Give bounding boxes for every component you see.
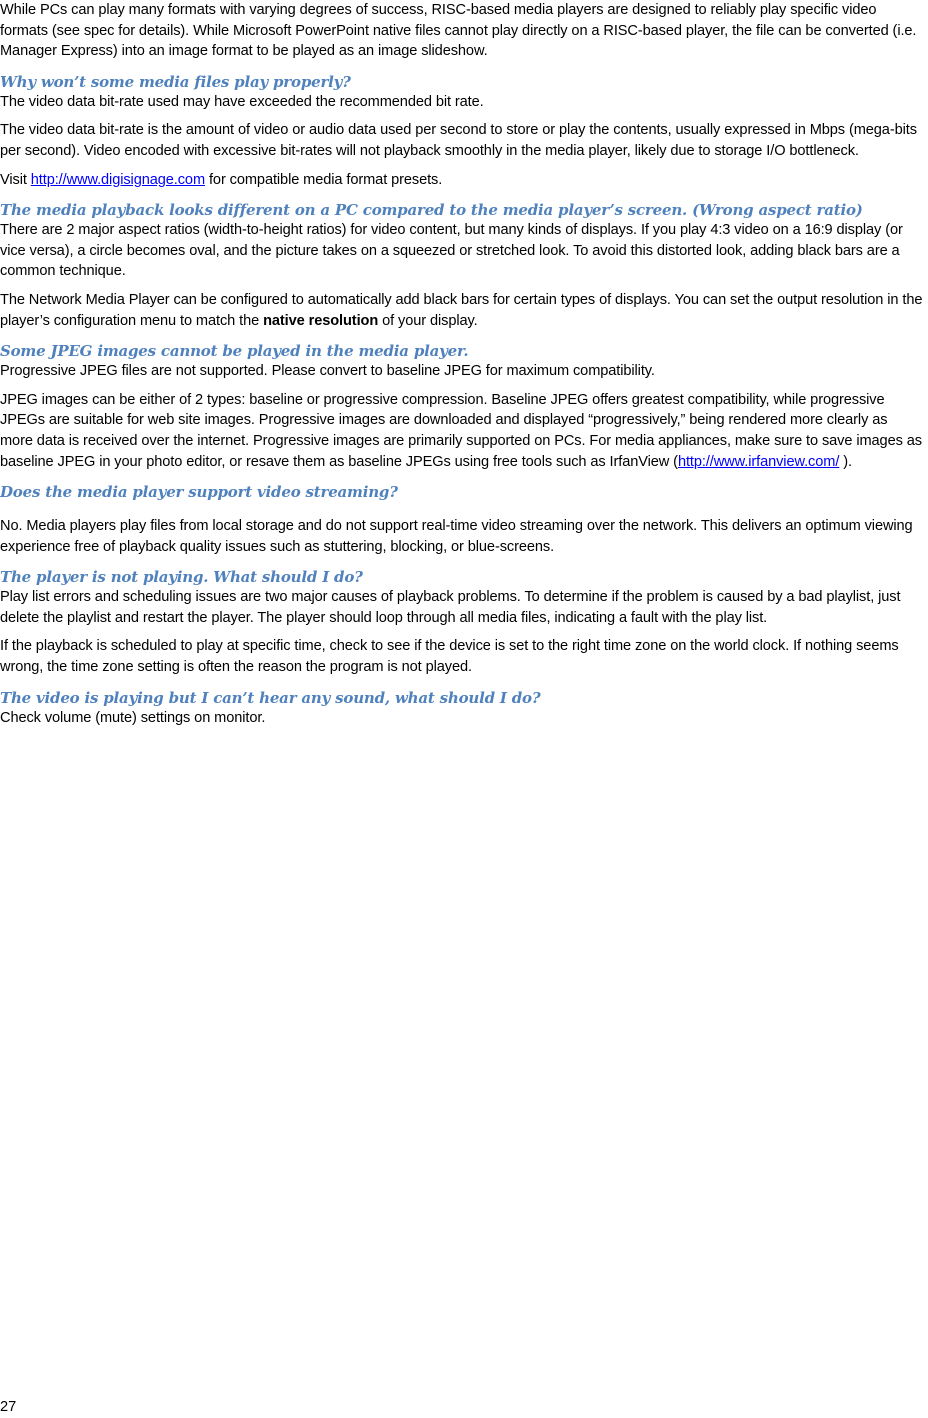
black-bars-prefix: The Network Media Player can be configured to automatically add black bars for certain types of displays. You can set the output resolution in the player’s configuration menu to match the	[0, 291, 923, 329]
jpeg-explanation	[0, 390, 924, 472]
faq-answer-bitrate: The video data bit-rate used may have exceeded the recommended bit rate.	[0, 93, 484, 110]
schedule-paragraph: If the playback is scheduled to play at specific time, check to see if the device is set to the right time zone on the world clock. If nothing seems wrong, the time zone setting is often the reason the program is not played.	[0, 638, 899, 676]
visit-prefix: Visit	[0, 171, 31, 188]
visit-paragraph	[0, 170, 924, 191]
not-playing-answer: Play list errors and scheduling issues are two major causes of playback problems. To determine if the problem is caused by a bad playlist, just delete the playlist and restart the player. The player should loop through all media files, indicating a fault with the play list.	[0, 589, 901, 626]
visit-suffix: for compatible media format presets.	[205, 171, 443, 188]
jpeg-explanation-suffix: ).	[839, 453, 852, 470]
page-number: 27	[0, 1399, 17, 1415]
faq-question-jpeg: Some JPEG images cannot be played in the media player.	[0, 342, 469, 361]
aspect-ratio-paragraph: There are 2 major aspect ratios (width-to-height ratios) for video content, but many kinds of displays. If you play 4:3 video on a 16:9 display (or vice versa), a circle becomes oval, and the picture takes on a squeezed or stretched look. To avoid this distorted look, adding black bars are a common technique.	[0, 222, 903, 280]
intro-paragraph: While PCs can play many formats with varying degrees of success, RISC-based media players are designed to reliably play specific video formats (see spec for details). While Microsoft PowerPoint native files cannot play directly on a RISC-based player, the file can be converted (i.e. Manager Express) into an image format to be played as an image slideshow.	[0, 2, 917, 60]
black-bars-suffix: of your display.	[378, 312, 478, 329]
digisignage-link[interactable]: http://www.digisignage.com	[30, 171, 206, 188]
jpeg-explanation-prefix: JPEG images can be either of 2 types: baseline or progressive compression. Baseline JPEG offers greatest compatibility, while progressive JPEGs are suitable for web site images. Progressive images are downloaded and displayed “progressively,” being rendered more clearly as more data is received over the internet. Progressive images are primarily supported on PCs. For media appliances, make sure to save images as baseline JPEG in your photo editor, or resave them as baseline JPEGs using free tools such as IrfanView (	[0, 391, 922, 470]
faq-question-no-sound: The video is playing but I can’t hear any sound, what should I do?	[0, 688, 541, 707]
no-sound-answer: Check volume (mute) settings on monitor.	[0, 709, 266, 726]
black-bars-paragraph	[0, 290, 924, 331]
bitrate-explanation: The video data bit-rate is the amount of video or audio data used per second to store or play the contents, usually expressed in Mbps (mega-bits per second). Video encoded with excessive bit-rates will not playback smoothly in the media player, likely due to storage I/O bottleneck.	[0, 122, 917, 159]
faq-question-streaming: Does the media player support video streaming?	[0, 483, 398, 502]
native-resolution-bold: native resolution	[263, 312, 379, 329]
jpeg-answer: Progressive JPEG files are not supported. Please convert to baseline JPEG for maximum compatibility.	[0, 363, 655, 380]
faq-question-aspect-ratio: The media playback looks different on a PC compared to the media player’s screen. (Wrong aspect ratio)	[0, 201, 863, 220]
faq-question-bitrate: Why won’t some media files play properly?	[0, 72, 351, 91]
streaming-answer: No. Media players play files from local storage and do not support real-time video streaming over the network. This delivers an optimum viewing experience free of playback quality issues such as stuttering, blocking, or blue-screens.	[0, 518, 913, 555]
irfanview-link[interactable]: http://www.irfanview.com/	[677, 453, 840, 470]
faq-question-not-playing: The player is not playing. What should I do?	[0, 568, 363, 587]
